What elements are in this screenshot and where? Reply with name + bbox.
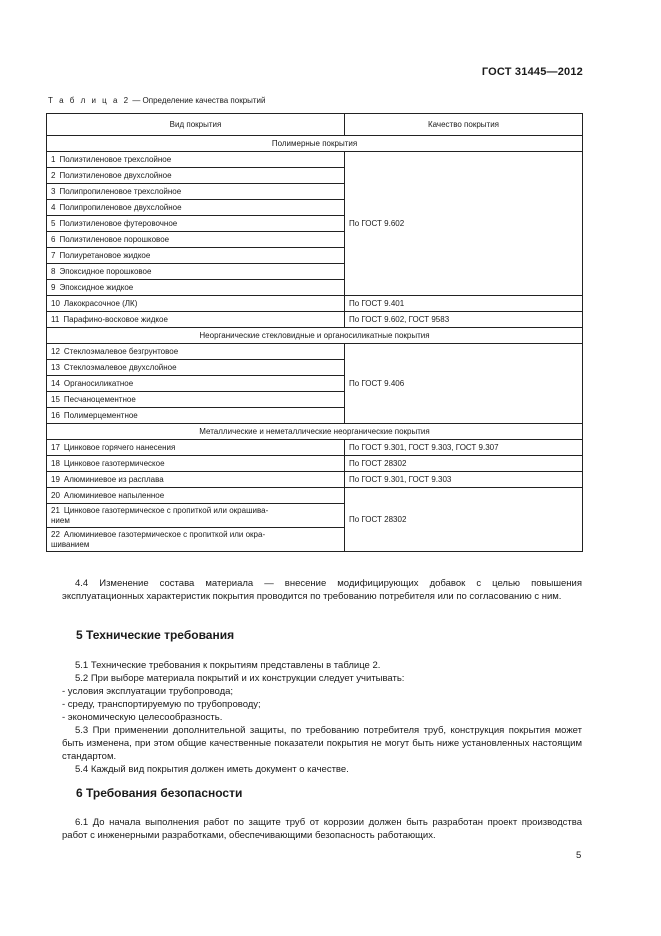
row-number: 22 xyxy=(51,529,60,539)
row-number: 21 xyxy=(51,505,60,515)
table-caption xyxy=(48,96,266,105)
paragraph-5-2: 5.2 При выборе материала покрытий и их конструкции следует учитывать: xyxy=(75,673,405,684)
coating-name: 10 Лакокрасочное (ЛК) xyxy=(47,296,345,312)
column-header-coating-quality: Качество покрытия xyxy=(345,114,583,136)
table-row xyxy=(47,312,583,328)
quality-cell: По ГОСТ 9.602, ГОСТ 9583 xyxy=(345,312,583,328)
row-number: 17 xyxy=(51,442,60,452)
row-number: 4 xyxy=(51,202,56,212)
group-title: Металлические и неметаллические неорганические покрытия xyxy=(47,424,583,440)
coating-name: 16 Полимерцементное xyxy=(47,408,345,424)
paragraph-4-4: 4.4 Изменение состава материала — внесение модифицирующих добавок с целью повышения эксплуатационных характеристик покрытия проводится по требованию потребителя или по согласованию с ним. xyxy=(62,578,582,602)
row-number: 5 xyxy=(51,218,56,228)
coating-name: 11 Парафино-восковое жидкое xyxy=(47,312,345,328)
row-number: 11 xyxy=(51,314,60,324)
paragraph-5-4: 5.4 Каждый вид покрытия должен иметь документ о качестве. xyxy=(75,764,349,775)
row-number: 3 xyxy=(51,186,56,196)
row-number: 15 xyxy=(51,394,60,404)
paragraph-5-1: 5.1 Технические требования к покрытиям представлены в таблице 2. xyxy=(75,660,381,671)
paragraph-6-1: 6.1 До начала выполнения работ по защите труб от коррозии должен быть разработан проект производства работ с инженерными разработками, обеспечивающими безопасность работающих. xyxy=(62,817,582,841)
group-row xyxy=(47,424,583,440)
coating-name: 5 Полиэтиленовое футеровочное xyxy=(47,216,345,232)
group-row xyxy=(47,328,583,344)
table-caption-label: Т а б л и ц а 2 xyxy=(48,96,131,105)
quality-cell: По ГОСТ 9.301, ГОСТ 9.303, ГОСТ 9.307 xyxy=(345,440,583,456)
coating-quality-table xyxy=(46,113,583,552)
quality-cell: По ГОСТ 9.301, ГОСТ 9.303 xyxy=(345,472,583,488)
coating-name: 6 Полиэтиленовое порошковое xyxy=(47,232,345,248)
quality-cell: По ГОСТ 28302 xyxy=(345,456,583,472)
coating-name: 21 Цинковое газотермическое с пропиткой или окрашива- нием xyxy=(47,504,345,528)
coating-name: 12 Стеклоэмалевое безгрунтовое xyxy=(47,344,345,360)
row-number: 18 xyxy=(51,458,60,468)
coating-name: 18 Цинковое газотермическое xyxy=(47,456,345,472)
row-number: 9 xyxy=(51,282,56,292)
section-5-heading: 5 Технические требования xyxy=(76,628,235,642)
section-6-heading: 6 Требования безопасности xyxy=(76,786,243,800)
coating-name: 19 Алюминиевое из расплава xyxy=(47,472,345,488)
row-number: 13 xyxy=(51,362,60,372)
column-header-coating-type: Вид покрытия xyxy=(47,114,345,136)
coating-name: 15 Песчаноцементное xyxy=(47,392,345,408)
coating-name: 17 Цинковое горячего нанесения xyxy=(47,440,345,456)
table-row xyxy=(47,152,583,168)
table-row xyxy=(47,488,583,504)
paragraph-5-3: 5.3 При применении дополнительной защиты, по требованию потребителя труб, конструкция покрытия может быть изменена, при этом общие качественные показатели покрытия не могут быть ниже установленных настоящим стандартом. xyxy=(62,725,582,762)
bullet-item: - условия эксплуатации трубопровода; xyxy=(62,686,234,697)
coating-name: 8 Эпоксидное порошковое xyxy=(47,264,345,280)
coating-name: 14 Органосиликатное xyxy=(47,376,345,392)
table-caption-title: — Определение качества покрытий xyxy=(130,96,266,105)
quality-cell: По ГОСТ 9.406 xyxy=(345,344,583,424)
row-number: 20 xyxy=(51,490,60,500)
coating-name: 7 Полиуретановое жидкое xyxy=(47,248,345,264)
document-code: ГОСТ 31445—2012 xyxy=(481,66,583,78)
row-number: 2 xyxy=(51,170,56,180)
quality-cell: По ГОСТ 9.602 xyxy=(345,152,583,296)
page-number: 5 xyxy=(576,850,582,861)
row-number: 1 xyxy=(51,154,56,164)
table-row xyxy=(47,456,583,472)
row-number: 8 xyxy=(51,266,56,276)
row-number: 10 xyxy=(51,298,60,308)
coating-name: 2 Полиэтиленовое двухслойное xyxy=(47,168,345,184)
row-number: 16 xyxy=(51,410,60,420)
coating-name: 13 Стеклоэмалевое двухслойное xyxy=(47,360,345,376)
coating-name: 4 Полипропиленовое двухслойное xyxy=(47,200,345,216)
coating-name: 1 Полиэтиленовое трехслойное xyxy=(47,152,345,168)
quality-cell: По ГОСТ 9.401 xyxy=(345,296,583,312)
quality-cell: По ГОСТ 28302 xyxy=(345,488,583,552)
coating-name: 9 Эпоксидное жидкое xyxy=(47,280,345,296)
coating-name: 20 Алюминиевое напыленное xyxy=(47,488,345,504)
bullet-item: - экономическую целесообразность. xyxy=(62,712,223,723)
group-title: Полимерные покрытия xyxy=(47,136,583,152)
group-row xyxy=(47,136,583,152)
table-row xyxy=(47,296,583,312)
group-title: Неорганические стекловидные и органосиликатные покрытия xyxy=(47,328,583,344)
row-number: 14 xyxy=(51,378,60,388)
table-row xyxy=(47,344,583,360)
coating-name: 22 Алюминиевое газотермическое с пропиткой или окра- шиванием xyxy=(47,528,345,552)
bullet-item: - среду, транспортируемую по трубопроводу; xyxy=(62,699,261,710)
row-number: 7 xyxy=(51,250,56,260)
row-number: 19 xyxy=(51,474,60,484)
row-number: 6 xyxy=(51,234,56,244)
table-row xyxy=(47,472,583,488)
table-header-row xyxy=(47,114,583,136)
coating-name: 3 Полипропиленовое трехслойное xyxy=(47,184,345,200)
row-number: 12 xyxy=(51,346,60,356)
table-row xyxy=(47,440,583,456)
